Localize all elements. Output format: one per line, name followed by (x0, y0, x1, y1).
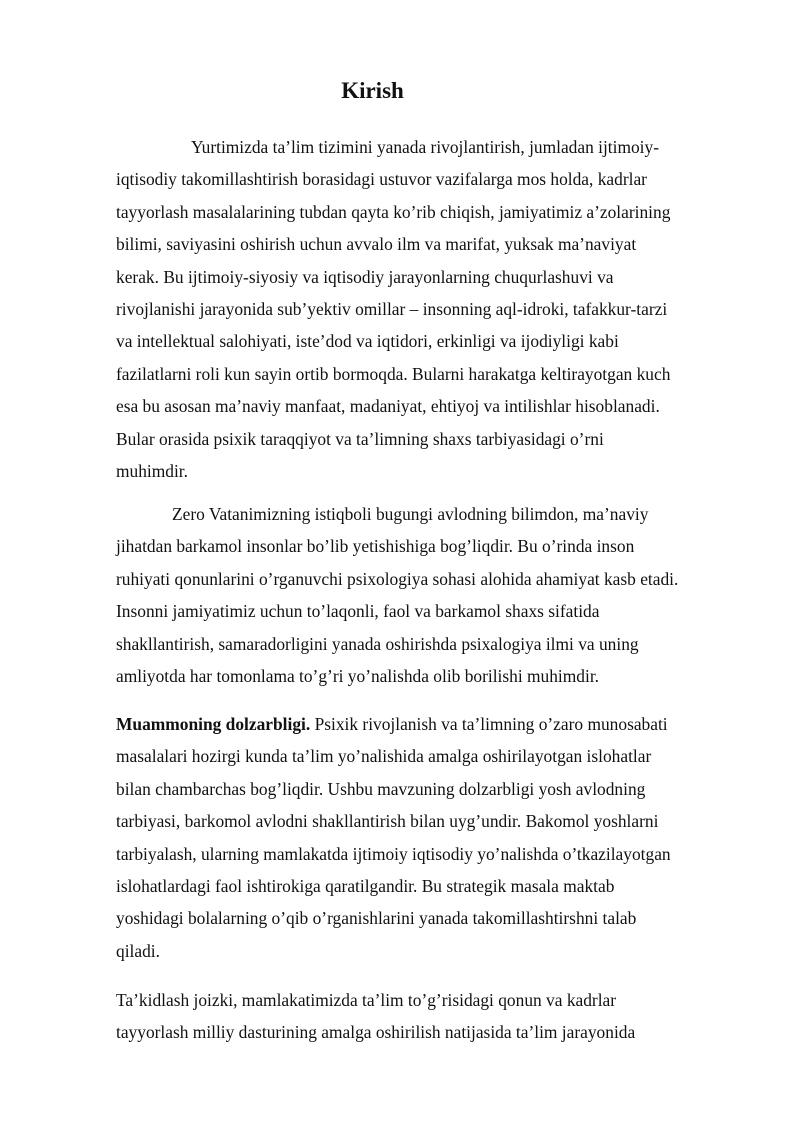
paragraph-vatan (116, 498, 716, 692)
text-line: bilan chambarchas bog’liqdir. Ushbu mavzuning dolzarbligi yosh avlodning (116, 778, 646, 799)
paragraph-intro (116, 131, 716, 487)
text-line: yoshidagi bolalarning o’qib o’rganishlarini yanada takomillashtirshni talab (116, 908, 637, 929)
text-line: tarbiyalash, ularning mamlakatda ijtimoiy iqtisodiy yo’nalishda o’tkazilayotgan (116, 843, 671, 864)
text-line: amliyotda har tomonlama to’g’ri yo’nalishda olib borilishi muhimdir. (116, 666, 599, 687)
text-line: muhimdir. (116, 461, 188, 482)
text-line: fazilatlarni roli kun sayin ortib bormoqda. Bularni harakatga keltirayotgan kuch (116, 363, 671, 384)
text-line: Insonni jamiyatimiz uchun to’laqonli, faol va barkamol shaxs sifatida (116, 601, 600, 622)
text-line: va intellektual salohiyati, iste’dod va iqtidori, erkinligi va ijodiyligi kabi (116, 331, 619, 352)
text-line: Ta’kidlash joizki, mamlakatimizda ta’lim to’g’risidagi qonun va kadrlar (116, 990, 617, 1010)
paragraph-takidlash (116, 984, 716, 1049)
text-line: kerak. Bu ijtimoiy-siyosiy va iqtisodiy jarayonlarning chuqurlashuvi va (116, 266, 614, 287)
text-line: iqtisodiy takomillashtirish borasidagi ustuvor vazifalarga mos holda, kadrlar (116, 169, 647, 190)
text-line: jihatdan barkamol insonlar bo’lib yetishishiga bog’liqdir. Bu o’rinda inson (116, 536, 635, 557)
text-line: tayyorlash masalalarining tubdan qayta ko’rib chiqish, jamiyatimiz a’zolarining (116, 201, 671, 222)
text-line: tayyorlash milliy dasturining amalga oshirilish natijasida ta’lim jarayonida (116, 1022, 636, 1043)
text-line: tarbiyasi, barkomol avlodni shakllantirish bilan uyg’undir. Bakomol yoshlarni (116, 811, 659, 832)
section-lead: Muammoning dolzarbligi. (116, 714, 311, 734)
text-line: Zero Vatanimizning istiqboli bugungi avlodning bilimdon, ma’naviy (172, 504, 649, 524)
text-line: ruhiyati qonunlarini o’rganuvchi psixologiya sohasi alohida ahamiyat kasb etadi. (116, 568, 679, 589)
text-line: esa bu asosan ma’naviy manfaat, madaniyat, ehtiyoj va intilishlar hisoblanadi. (116, 396, 660, 417)
page-title: Kirish (341, 78, 404, 103)
paragraph-dolzarblik (116, 708, 716, 967)
text-line: qiladi. (116, 940, 160, 961)
text-line: rivojlanishi jarayonida sub’yektiv omillar – insonning aql-idroki, tafakkur-tarzi (116, 299, 668, 320)
text-line: Yurtimizda ta’lim tizimini yanada rivojlantirish, jumladan ijtimoiy- (191, 137, 660, 157)
text-line: bilimi, saviyasini oshirish uchun avvalo ilm va marifat, yuksak ma’naviyat (116, 234, 637, 255)
text-line: Bular orasida psixik taraqqiyot va ta’limning shaxs tarbiyasidagi o’rni (116, 428, 604, 449)
text-line: islohatlardagi faol ishtirokiga qaratilgandir. Bu strategik masala maktab (116, 876, 615, 897)
text-line: masalalari hozirgi kunda ta’lim yo’nalishida amalga oshirilayotgan islohatlar (116, 746, 652, 767)
text-line: Psixik rivojlanish va ta’limning o’zaro munosabati (310, 714, 668, 734)
text-line: shakllantirish, samaradorligini yanada oshirishda psixalogiya ilmi va uning (116, 633, 639, 654)
